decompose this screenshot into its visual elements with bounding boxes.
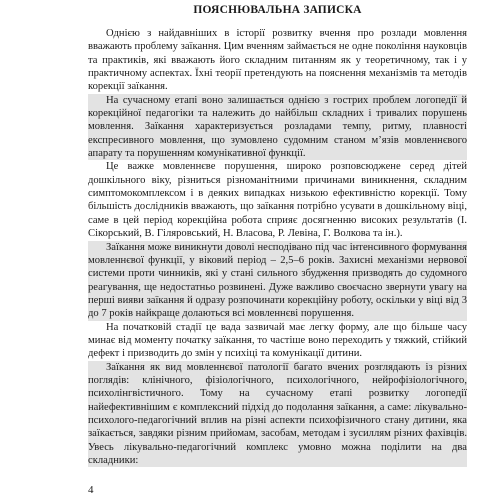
paragraph: На сучасному етапі воно залишається однією з гострих проблем логопедії й корекційної педагогіки та належить до найбільш складних і тривалих порушень мовлення. Заїкання характеризується розладами темпу, ритму, плавності експресивного мовлення, що зумовлено судомним станом м’язів мовленнєвого апарату та порушенням комунікативної функції. — [88, 94, 467, 160]
paragraph: Заїкання може виникнути доволі несподівано під час інтенсивного формування мовленнєвої функції, у віковий період – 2,5–6 років. Захисні механізми нервової системи проти чинників, які у стані сильного збудження призводять до судомного реагування, ще недостатньо розвинені. Дуже важливо своєчасно звернути увагу на перші вияви заїкання й одразу розпочинати корекційну роботу, оскільки у віці від 3 до 7 років найкраще долаються всі мовленнєві порушення. — [88, 241, 467, 320]
paragraph: На початковій стадії це вада зазвичай має легку форму, але що більше часу минає від моменту початку заїкання, то частіше воно переходить у тяжкий, стійкий дефект і призводить до змін у психіці та комунікації дитини. — [88, 321, 467, 360]
paragraph: Заїкання як вид мовленнєвої патології багато вчених розглядають із різних поглядів: клінічного, фізіологічного, психологічного, нейрофізіологічного, психолінгвістичного. Тому на сучасному етапі розвитку логопедії найефективнішим є комплексний підхід до подолання заїкання, а саме: лікувально-психолого-педагогічний вплив на різні аспекти психофізичного стану дитини, яка заїкається, завдяки різним прийомам, засобам, методам і зусиллям різних фахівців. Увесь лікувально-педагогічний комплекс умовно можна поділити на два складники: — [88, 361, 467, 466]
body-text — [88, 27, 467, 467]
page-number: 4 — [88, 484, 94, 496]
page-heading: ПОЯСНЮВАЛЬНА ЗАПИСКА — [193, 4, 362, 16]
paragraph: Це важке мовленнєве порушення, широко розповсюджене серед дітей дошкільного віку, різниться різноманітними причинами виникнення, складним симптомокомплексом і в деяких випадках низькою ефективністю корекції. Тому більшість дослідників вважають, що заїкання потрібно усувати в дошкільному віці, саме в цей період корекційна робота сприяє досягненню високих результатів (І. Сікорський, В. Гіляровський, Н. Власова, Р. Левіна, Г. Волкова та ін.). — [88, 161, 467, 240]
paragraph: Однією з найдавніших в історії розвитку вчення про розлади мовлення вважають проблему заїкання. Цим вченням займається не одне покоління науковців та практиків, які вважають його складним питанням як у теоретичному, так і у практичному аспектах. Їхні теорії претендують на пояснення механізмів та методів корекції заїкання. — [88, 28, 467, 93]
